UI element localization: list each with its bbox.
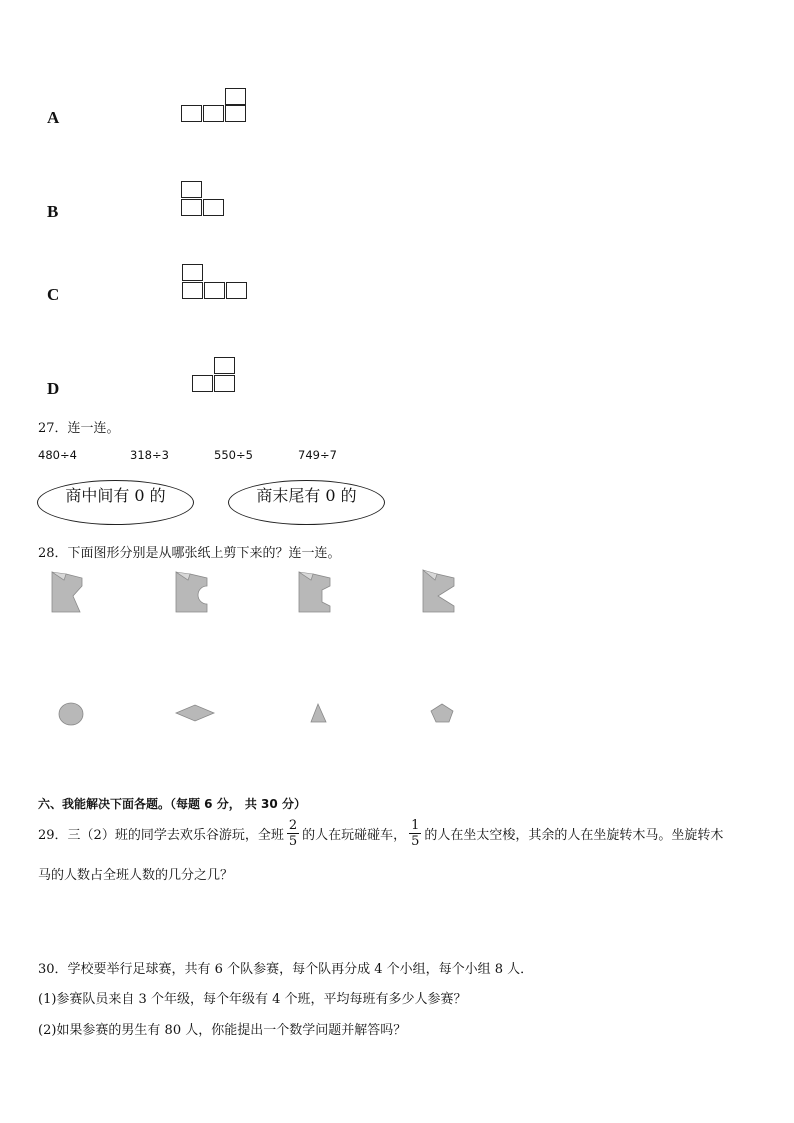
paper-v-notch-icon[interactable] <box>423 570 454 612</box>
q29-line-2: 马的人数占全班人数的几分之几？ <box>38 868 234 883</box>
grid-cell <box>192 375 213 392</box>
option-c-figure <box>182 264 252 302</box>
paper-trapezoid-notch-icon[interactable] <box>299 572 330 612</box>
q27-oval-middle-zero[interactable] <box>37 480 194 525</box>
q27-expression-2: 318÷3 <box>130 448 169 462</box>
grid-cell <box>225 88 246 105</box>
option-a-label: A <box>47 108 60 127</box>
grid-cell <box>214 375 235 392</box>
q27-title: 27．连一连。 <box>38 421 120 436</box>
grid-cell <box>226 282 247 299</box>
q28-paper-row <box>40 566 500 618</box>
grid-cell <box>181 105 202 122</box>
q30-line-1: 30．学校要举行足球赛，共有 6 个队参赛，每个队再分成 4 个小组，每个小组 8 人． <box>38 962 534 977</box>
q29-text-part-2: 的人在玩碰碰车， <box>302 828 407 843</box>
pentagon-icon[interactable] <box>431 704 453 722</box>
q28-title: 28．下面图形分别是从哪张纸上剪下来的？连一连。 <box>38 546 341 561</box>
grid-cell <box>182 264 203 281</box>
option-a-figure <box>181 88 251 126</box>
q29-text-part-1: 29．三（2）班的同学去欢乐谷游玩，全班 <box>38 828 284 843</box>
q29-line-1 <box>38 818 723 849</box>
q30-line-3: (2)如果参赛的男生有 80 人，你能提出一个数学问题并解答吗？ <box>38 1023 407 1038</box>
q29-fraction-two-fifths <box>287 818 299 849</box>
grid-cell <box>225 105 246 122</box>
grid-cell <box>203 199 224 216</box>
q27-oval-label: 商中间有 0 的 <box>65 486 166 505</box>
q29-text-part-3: 的人在坐太空梭，其余的人在坐旋转木马。坐旋转木 <box>424 828 724 843</box>
grid-cell <box>181 199 202 216</box>
paper-semicircle-notch-icon[interactable] <box>176 572 207 612</box>
fraction-denominator: 5 <box>288 834 298 849</box>
q27-expression-1: 480÷4 <box>38 448 77 462</box>
option-b-figure <box>181 181 229 219</box>
q30-line-2: (1)参赛队员来自 3 个年级，每个年级有 4 个班，平均每班有多少人参赛？ <box>38 992 467 1007</box>
option-d-figure <box>192 357 240 395</box>
grid-cell <box>214 357 235 374</box>
option-c-label: C <box>47 285 60 304</box>
paper-triangle-notch-icon[interactable] <box>52 572 82 612</box>
fraction-denominator: 5 <box>411 834 420 849</box>
q27-oval-label: 商末尾有 0 的 <box>256 486 357 505</box>
rhombus-icon[interactable] <box>176 705 214 721</box>
q29-fraction-one-fifth <box>409 818 421 849</box>
fraction-numerator: 2 <box>288 818 298 833</box>
q28-shape-row <box>40 696 500 732</box>
section-6-heading: 六、我能解决下面各题。（每题 6 分， 共 30 分） <box>38 797 306 811</box>
grid-cell <box>182 282 203 299</box>
q27-oval-end-zero[interactable] <box>228 480 385 525</box>
triangle-icon[interactable] <box>311 704 326 722</box>
grid-cell <box>204 282 225 299</box>
q27-expression-3: 550÷5 <box>214 448 253 462</box>
grid-cell <box>203 105 224 122</box>
q27-expression-4: 749÷7 <box>298 448 337 462</box>
option-b-label: B <box>47 202 59 221</box>
circle-icon[interactable] <box>59 703 83 725</box>
option-d-label: D <box>47 379 60 398</box>
fraction-numerator: 1 <box>411 818 420 833</box>
grid-cell <box>181 181 202 198</box>
